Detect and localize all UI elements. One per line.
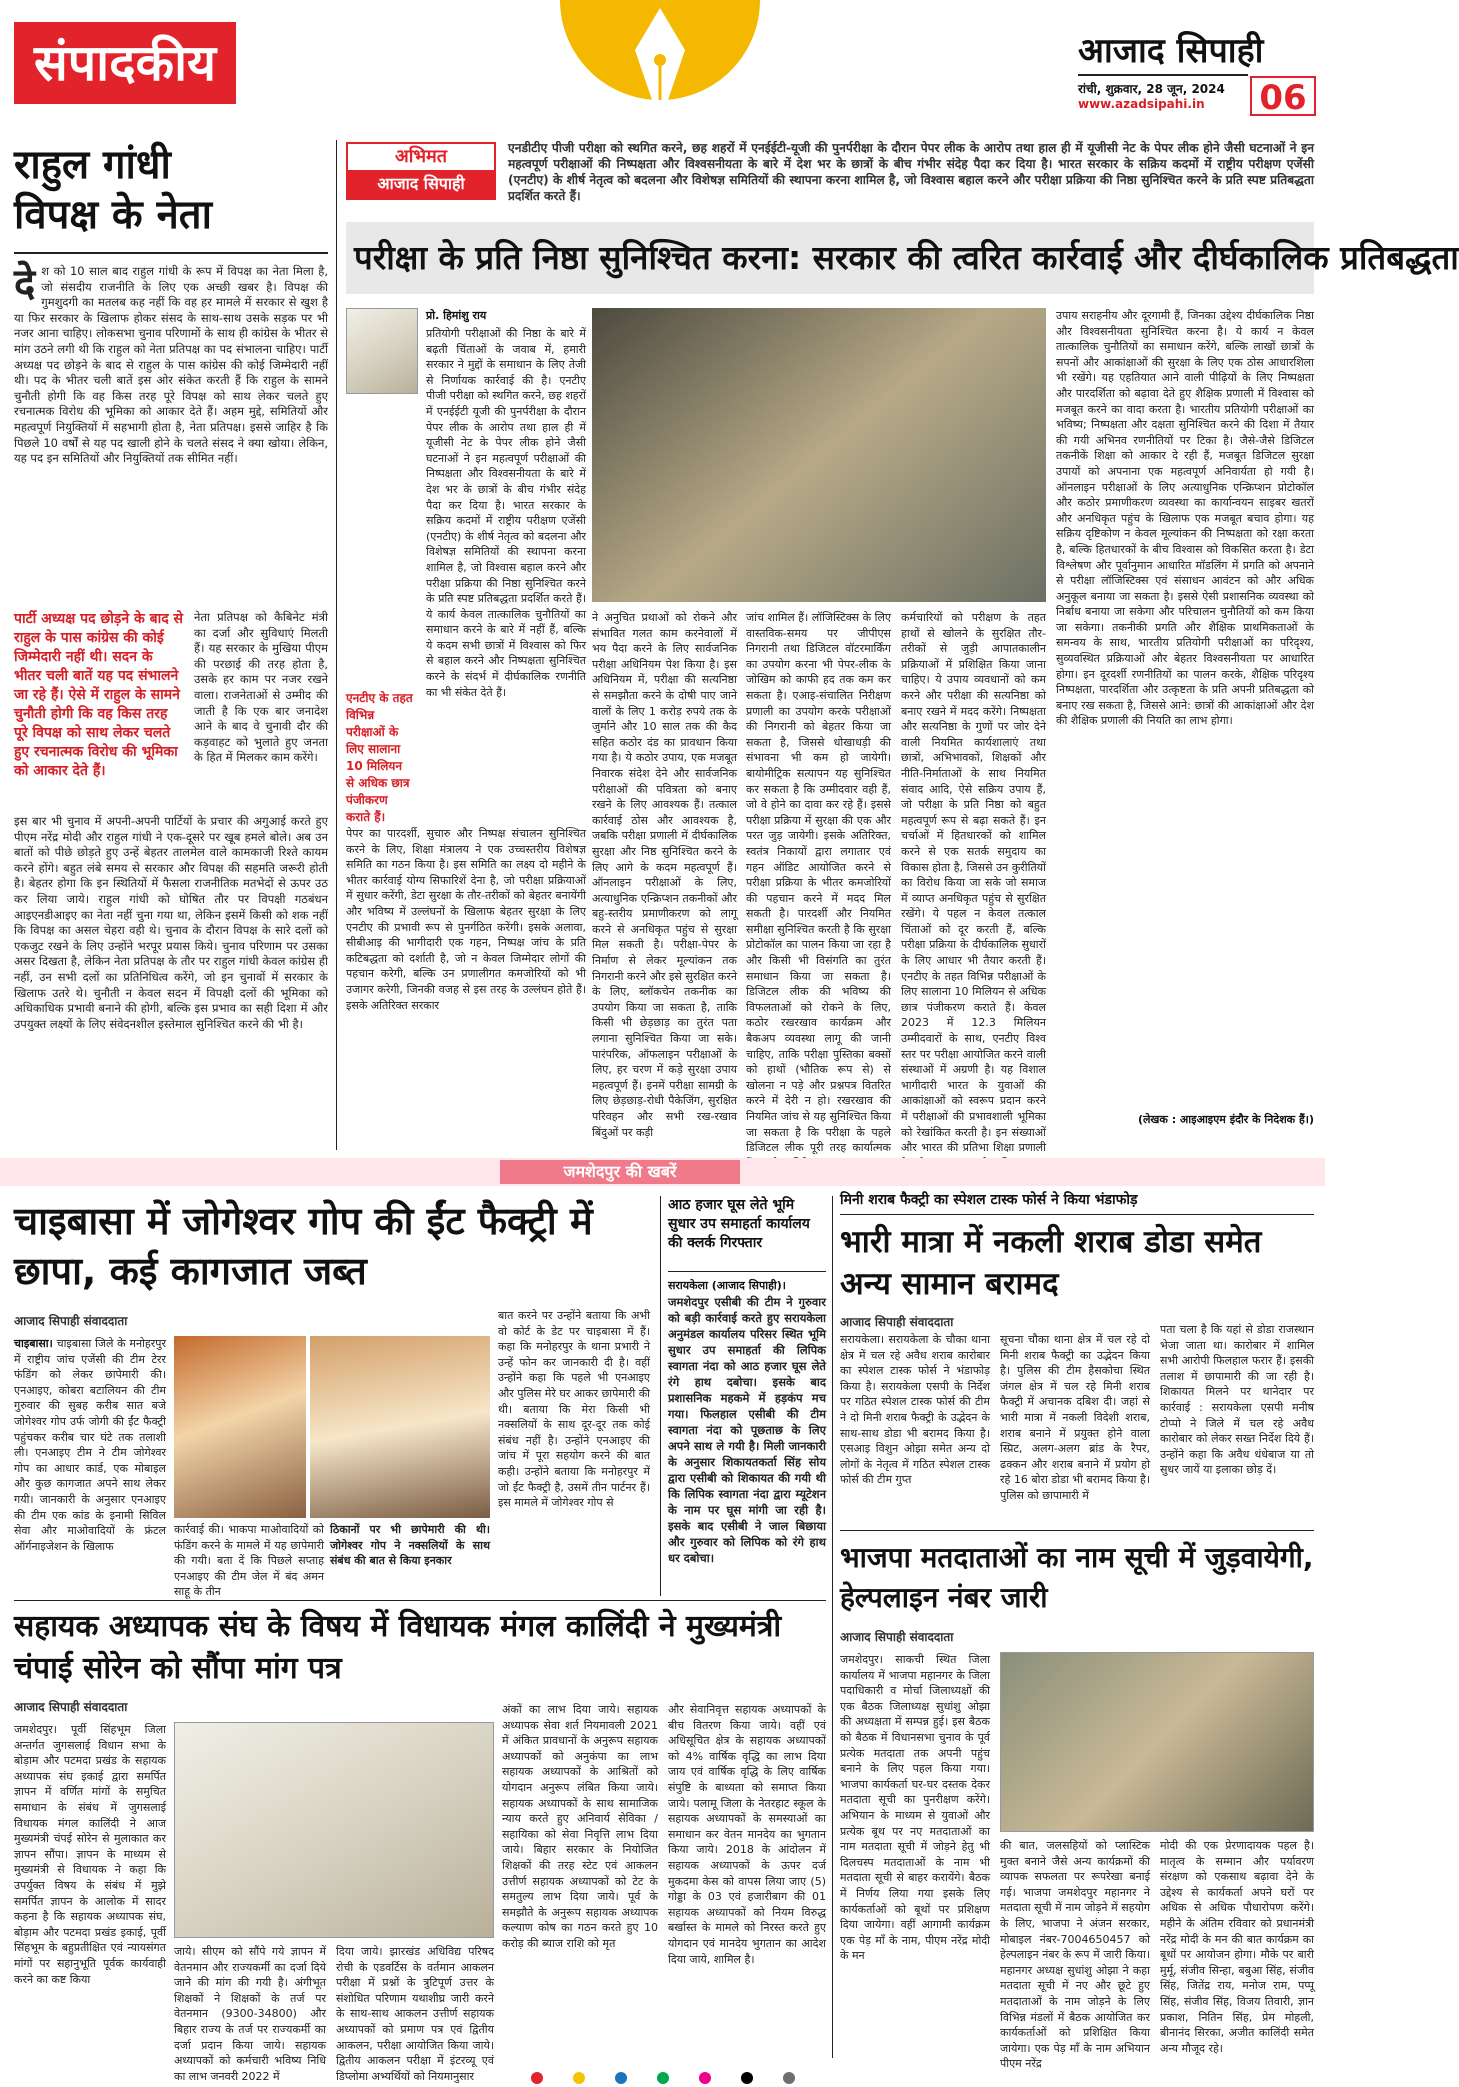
opinion-signoff: (लेखक : आइआइएम इंदौर के निदेशक हैं।) bbox=[1137, 1113, 1314, 1126]
author-photo bbox=[346, 308, 418, 394]
story3-kicker: मिनी शराब फैक्ट्री का स्पेशल टास्क फोर्स ने किया भंडाफोड़ bbox=[840, 1190, 1314, 1215]
story4-byline: आजाद सिपाही संवाददाता bbox=[840, 1630, 954, 1644]
color-registration-strip bbox=[0, 2068, 1325, 2087]
opinion-col5: उपाय सराहनीय और दूरगामी हैं, जिनका उद्देश्य दीर्घकालिक निष्ठा और विश्वसनीयता सुनिश्चित करना है। ये कार्य न केवल तात्कालिक चुनौतियों का समाधान करेंगे, बल्कि लाखों छात्रों के सपनों और आकांक्षाओं की सुरक्षा के लिए एक ठोस आधारशिला भी रखेंगे। यह एहतियात आने वाली पीढ़ियों के लिए निष्पक्षता और पारदर्शिता को बढ़ावा देते हुए शैक्षिक प्रणाली में विश्वास को मजबूत करने का वादा करता है। भारतीय प्रतियोगी परीक्षाओं का भविष्य; निष्पक्षता और दक्षता सुनिश्चित करने की दिशा में तैयार की गयी अभिनव रणनीतियों पर टिका है। जैसे-जैसे डिजिटल तकनीकें शिक्षा को आकार दे रही हैं, मजबूत डिजिटल सुरक्षा उपायों को अपनाना एक महत्वपूर्ण अनिवार्यता हो गयी है। ऑनलाइन परीक्षाओं के लिए अत्याधुनिक एन्क्रिप्शन प्रोटोकॉल और कठोर प्रमाणीकरण व्यवस्था का कार्यान्वयन साइबर खतरों और अनधिकृत पहुंच के खिलाफ एक मजबूत बचाव होगा। यह सक्रिय दृष्टिकोण न केवल मूल्यांकन की निष्पक्षता को रक्षा करता है, बल्कि हितधारकों के बीच विश्वास को विकसित करता है। डेटा विश्लेषण और पूर्वानुमान आधारित मॉडलिंग में प्रगति को अपनाने से परीक्षा लॉजिस्टिक्स एवं संसाधन आवंटन को और अधिक अनुकूल बनाया जा सकता है। इससे ऐसी प्रशासनिक व्यवस्था को निर्बाध बनाया जा सकेगा और परिचालन चुनौतियों को कम किया जा सकेगा। तकनीकी प्रगति और शैक्षिक प्राथमिकताओं के समन्वय के साथ, भारतीय प्रतियोगी परीक्षाओं का परिदृश्य, सुव्यवस्थित प्रक्रियाओं और बेहतर विश्वसनीयता पर आधारित होगा। इन दूरदर्शी रणनीतियों का पालन करके, शैक्षिक परिदृश्य निष्पक्षता, पारदर्शिता और उत्कृष्टता के प्रति अपनी प्रतिबद्धता को बनाए रख सकता है, जिससे आने: छात्रों की आकांक्षाओं और देश की शैक्षिक प्रणाली की नियति का लाभ होगा। bbox=[1056, 309, 1314, 728]
story1-caption: कार्रवाई की। भाकपा माओवादियों को फंडिंग करने के मामले में यह छापेमारी की गयी। बता दें कि पिछले सप्ताह एनआइए की टीम जेल में बंद अमन साहू के तीन bbox=[174, 1523, 324, 1599]
registration-dot bbox=[699, 2072, 711, 2084]
registration-dot bbox=[657, 2072, 669, 2084]
story2-body: जमशेदपुर एसीबी की टीम ने गुरुवार को बड़ी कार्रवाई करते हुए सरायकेला अनुमंडल कार्यालय परिसर स्थित भूमि सुधार उप समाहर्ता की लिपिक स्वागता नंदा को आठ हजार घूस लेते रंगे हाथ दबोचा। इसके बाद प्रशासनिक महकमे में हड़कंप मच गया। फिलहाल एसीबी की टीम स्वागता नंदा को पूछताछ के लिए अपने साथ ले गयी है। मिली जानकारी के अनुसार शिकायतकर्ता सिंह सोय द्वारा एसीबी को शिकायत की गयी थी कि लिपिक स्वागता नंदा द्वारा म्यूटेशन के नाम पर घूस मांगी जा रही है। इसके बाद एसीबी ने जाल बिछाया और गुरुवार को लिपिक को रंगे हाथ धर दबोचा। bbox=[668, 1294, 826, 1565]
story5-byline: आजाद सिपाही संवाददाता bbox=[14, 1700, 128, 1714]
exam-hall-photo bbox=[592, 308, 1046, 602]
editorial-pullquote: पार्टी अध्यक्ष पद छोड़ने के बाद से राहुल के पास कांग्रेस की कोई जिम्मेदारी नहीं थी। सदन के भीतर चली बातें यह पद संभालने जा रहे हैं। ऐसे में राहुल के सामने चुनौती होगी कि वह किस तरह पूरे विपक्ष को साथ लेकर चलते हुए रचनात्मक विरोध की भूमिका को आकार देते हैं। bbox=[14, 611, 183, 779]
opinion-section bbox=[346, 140, 1459, 1155]
section-title: संपादकीय bbox=[14, 22, 236, 104]
story-fake-liquor bbox=[840, 1190, 1314, 1526]
registration-dot bbox=[615, 2072, 627, 2084]
story-teachers-union bbox=[14, 1606, 826, 2083]
website-link[interactable]: www.azadsipahi.in bbox=[1078, 97, 1205, 111]
opinion-col3: जांच शामिल हैं। लॉजिस्टिक्स के लिए वास्तविक-समय पर जीपीएस निगरानी तथा डिजिटल वॉटरमार्किंग का उपयोग करना भी पेपर-लीक के जोखिम को काफी हद तक कम कर सकता है। एआइ-संचालित निरीक्षण प्रणाली का उपयोग करके परीक्षाओं की निगरानी को बेहतर किया जा सकता है, जिससे धोखाधड़ी की संभावना भी कम हो जायेगी। बायोमीट्रिक सत्यापन यह सुनिश्चित कर सकता है कि उम्मीदवार वही हैं, जो वे होने का दावा कर रहे हैं। इससे परीक्षा प्रक्रिया में सुरक्षा की एक और परत जुड़ जायेगी। इसके अतिरिक्त, स्वतंत्र निकायों द्वारा लगातार एवं गहन ऑडिट आयोजित करने से परीक्षा प्रक्रिया के भीतर कमजोरियों की पहचान करने में मदद मिल सकती है। पारदर्शी और नियमित समीक्षा सुनिश्चित करती है कि सुरक्षा प्रोटोकॉल का पालन किया जा रहा है और किसी भी विसंगति का तुरंत समाधान किया जा सकता है। डिजिटल लीक की भविष्य की विफलताओं को रोकने के लिए, कठोर रखरखाव कार्यक्रम और बैकअप व्यवस्था लागू की जानी चाहिए, ताकि परीक्षा पुस्तिका बक्सों को हाथों (भौतिक रूप से) से खोलना न पड़े और प्रश्नपत्र वितरित करने में देरी न हो। रखरखाव की नियमित जांच से यह सुनिश्चित किया जा सकता है कि परीक्षा के पहले डिजिटल लीक पूरी तरह कार्यात्मक bbox=[746, 611, 891, 1155]
jogeshwar-gop-photo bbox=[174, 1336, 306, 1518]
story4-divider bbox=[832, 1538, 833, 2058]
story1-caption2: ठिकानों पर भी छापेमारी की थी। जोगेश्वर गोप ने नक्सलियों के साथ संबंध की बात से किया इनकार bbox=[330, 1523, 490, 1568]
editorial-title-line2: विपक्ष के नेता bbox=[14, 192, 212, 238]
story5-col5: और सेवानिवृत्त सहायक अध्यापकों के बीच वितरण किया जाये। वहीं एवं अधिसूचित क्षेत्र के सहायक अध्यापकों को 4% वार्षिक वृद्धि का लाभ दिया जाय एवं वार्षिक वृद्धि के लिए वार्षिक संपुष्टि के बाध्यता को समाप्त किया जाये। पलामू जिला के नेतरहाट स्कूल के सहायक अध्यापकों के समस्याओं का समाधान कर वेतन मानदेय का भुगतान किया जाये। 2018 के आंदोलन में सहायक अध्यापकों के ऊपर दर्ज मुकदमा केस को वापस लिया जाए (5) गोड्डा के 03 एवं हजारीबाग की 01 सहायक अध्यापकों को नियम विरुद्ध बर्खास्त के मामले को निरस्त करते हुए योगदान एवं मानदेय भुगतान का आदेश दिया जाये, शामिल है। bbox=[668, 1703, 826, 1966]
opinion-headline: परीक्षा के प्रति निष्ठा सुनिश्चित करना: सरकार की त्वरित कार्रवाई और दीर्घकालिक प्रतिबद्धता bbox=[346, 222, 1314, 294]
story5-col3: दिया जाये। झारखंड अधिविद्य परिषद रोची के एडवर्टिस के वर्तमान आकलन परीक्षा में प्रश्नों के त्रुटिपूर्ण उत्तर के संशोधित परिणाम यथाशीघ्र जारी करने के साथ-साथ आकलन उत्तीर्ण सहायक अध्यापकों को प्रमाण पत्र एवं द्वितीय आकलन, परीक्षा आयोजित किया जाये। द्वितीय आकलन परीक्षा में इंटरव्यू एवं डिप्लोमा अभ्यर्थियों को नियमानुसार bbox=[336, 1945, 494, 2083]
story2-byline: सरायकेला (आजाद सिपाही)। bbox=[668, 1279, 786, 1292]
editorial-body-2: नेता प्रतिपक्ष को कैबिनेट मंत्री का दर्जा और सुविधाएं मिलती हैं। यह सरकार के मुखिया पीएम की परछाई की तरह होता है, उसके हर काम पर नजर रखने वाला। राजनेताओं से उम्मीद की जाती है कि एक बार जनादेश आने के बाद वे चुनावी दौर की कड़वाहट को भुलाते हुए जनता के हित में मिलकर काम करेंगे। bbox=[194, 610, 328, 765]
story1-divider bbox=[660, 1196, 661, 1596]
editorial-column bbox=[14, 140, 328, 1150]
story1-headline: चाइबासा में जोगेश्वर गोप की ईंट फैक्ट्री में छापा, कई कागजात जब्त bbox=[14, 1199, 593, 1293]
story5-col4: अंकों का लाभ दिया जाये। सहायक अध्यापक सेवा शर्त नियमावली 2021 में अंकित प्रावधानों के अनुरूप सहायक अध्यापकों को अनुकंपा का लाभ सहायक अध्यापकों के आश्रितों को योगदान अनुरूप लंबित किया जाये। सहायक अध्यापकों के साथ सामाजिक न्याय करते हुए अनिवार्य सेविका / सहायिका को सेवा निवृत्ति लाभ दिया जाये। बिहार सरकार के नियोजित शिक्षकों की तरह स्टेट एवं आकलन उत्तीर्ण सहायक अध्यापकों को टेट के समतुल्य लाभ दिया जाये। पूर्व के समझौते के अनुरूप सहायक अध्यापक कल्याण कोष का गठन करते हुए 10 करोड़ की ब्याज राशि को मृत bbox=[502, 1703, 658, 1950]
opinion-tag-top: अभिमत bbox=[394, 146, 448, 167]
bjp-meeting-photo bbox=[1000, 1652, 1314, 1832]
story2-headline: आठ हजार घूस लेते भूमि सुधार उप समाहर्ता कार्यालय की क्लर्क गिरफ्तार bbox=[668, 1196, 826, 1272]
paper-name: आजाद सिपाही bbox=[1078, 31, 1264, 71]
brick-factory-photo bbox=[310, 1336, 490, 1518]
story5-headline: सहायक अध्यापक संघ के विषय में विधायक मंगल कालिंदी ने मुख्यमंत्री चंपाई सोरेन को सौंपा मांग पत्र bbox=[14, 1609, 782, 1686]
story-bjp-voters bbox=[840, 1538, 1314, 2071]
opinion-col2: ने अनुचित प्रथाओं को रोकने और संभावित गलत काम करनेवालों में भय पैदा करने के लिए सार्वजनिक परीक्षा अधिनियम पेश किया है। इस अधिनियम में, परीक्षा की सत्यनिष्ठा से समझौता करने के दोषी पाए जाने वालों के लिए 1 करोड़ रुपये तक के जुर्माने और 10 साल तक की कैद सहित कठोर दंड का प्रावधान किया गया है। ये कठोर उपाय, एक मजबूत निवारक संदेश देने और सार्वजनिक परीक्षाओं की पवित्रता को बनाए रखने के लिए आवश्यक हैं। तत्काल कार्रवाई ठोस और आवश्यक है, जबकि परीक्षा प्रणाली में दीर्घकालिक सुरक्षा और निष्ठ सुनिश्चित करने के लिए आगे के कदम महत्वपूर्ण हैं। ऑनलाइन परीक्षाओं के लिए, अत्याधुनिक एन्क्रिप्शन तकनीकों और बहु-स्तरीय प्रमाणीकरण को लागू करने से अनधिकृत पहुंच से सुरक्षा मिल सकती है। परीक्षा-पेपर के निर्माण से लेकर मूल्यांकन तक निगरानी करने और इसे सुरक्षित करने के लिए, ब्लॉकचेन तकनीक का उपयोग किया जा सकता है, ताकि किसी भी छेड़छाड़ का तुरंत पता लगाना सुनिश्चित किया जा सके। पारंपरिक, ऑफलाइन परीक्षाओं के लिए, हर चरण में कड़े सुरक्षा उपाय महत्वपूर्ण हैं। इनमें परीक्षा सामग्री के लिए छेड़छाड़-रोधी पैकेजिंग, सुरक्षित परिवहन और सभी रख-रखाव बिंदुओं पर कड़ी bbox=[592, 611, 737, 1139]
masthead-divider bbox=[1078, 74, 1248, 76]
editorial-title-line1: राहुल गांधी bbox=[14, 142, 171, 188]
cm-meeting-photo bbox=[174, 1722, 494, 1938]
story1-byline: आजाद सिपाही संवाददाता bbox=[14, 1314, 128, 1328]
page-number: 06 bbox=[1250, 76, 1316, 116]
registration-dot bbox=[531, 2072, 543, 2084]
registration-dot bbox=[783, 2072, 795, 2084]
local-news-band bbox=[0, 1158, 1325, 1186]
section-banner bbox=[0, 0, 1325, 128]
opinion-pullquote: एनटीए के तहत विभिन्न परीक्षाओं के लिए सालाना 10 मिलियन से अधिक छात्र पंजीकरण कराते हैं। bbox=[346, 691, 413, 824]
story3-byline: आजाद सिपाही संवाददाता bbox=[840, 1315, 954, 1329]
opinion-col1b: पेपर का पारदर्शी, सुचारु और निष्पक्ष संचालन सुनिश्चित करने के लिए, शिक्षा मंत्रालय ने एक उच्चस्तरीय विशेषज्ञ समिति का गठन किया है। इस समिति का लक्ष्य दो महीने के भीतर कार्रवाई योग्य सिफारिशें देना है, जो परीक्षा प्रक्रियाओं में सुधार करेंगी, डेटा सुरक्षा के तौर-तरीकों को बेहतर बनायेंगी और भविष्य में उल्लंघनों के खिलाफ बेहतर सुरक्षा के लिए एनटीए की प्रभावी रूप से पुनर्गठित करेंगी। इसके अलावा, सीबीआइ की भागीदारी एक गहन, निष्पक्ष जांच के प्रति कटिबद्धता को दर्शाती है, जो न केवल जिम्मेदार लोगों की पहचान करेगी, बल्कि उन प्रणालीगत कमजोरियों को भी उजागर करेगी, जिनकी वजह से इस तरह के उल्लंघन होते हैं। इसके अतिरिक्त सरकार bbox=[346, 827, 586, 1012]
local-news-label: जमशेदपुर की खबरें bbox=[500, 1160, 740, 1184]
story4-col2: की बात, जलसहियों को प्लास्टिक मुक्त बनाने जैसे अन्य कार्यक्रमों की व्यापक सफलता पर रूपरेखा बनाई गई। भाजपा जमशेदपुर महानगर ने मतदाता सूची में नाम जोड़ने में सहयोग के लिए, भाजपा ने अंजन सरकार, मोबाइल नंबर-7004650457 को हेल्पलाइन नंबर के रूप में जारी किया। महानगर अध्यक्ष सुधांशु ओझा ने कहा मतदाता सूची में नए और छूटे हुए मतदाताओं के नाम जोड़ने के लिए विभिन्न मंडलों में बैठक आयोजित कर कार्यकर्ताओं को प्रशिक्षित किया जायेगा। एक पेड़ माँ के नाम अभियान पीएम नरेंद्र bbox=[1000, 1839, 1150, 2071]
registration-dot bbox=[573, 2072, 585, 2084]
editorial-body-1: दे श को 10 साल बाद राहुल गांधी के रूप में विपक्ष का नेता मिला है, जो संसदीय राजनीति के लिए एक अच्छी खबर है। विपक्ष की गुमशुदगी का मतलब कह नहीं कि वह हर मामले में सरकार से खुश है या फिर सरकार के खिलाफ होकर संसद के साथ-साथ उसके सड़क पर भी नजर आना चाहिए। लोकसभा चुनाव परिणामों के साथ ही कांग्रेस के भीतर से मांग उठने लगी थी कि राहुल को नेता प्रतिपक्ष का पद संभालना चाहिए। पार्टी अध्यक्ष पद छोड़ने के बाद से राहुल के पास कांग्रेस की कोई जिम्मेदारी नहीं थी। पद के भीतर चली बातें इस ओर संकेत करती हैं कि राहुल के सामने चुनौती होगी कि वह किस तरह पूरे विपक्ष को साथ लेकर चलते हुए रचनात्मक विरोध की भूमिका को आकार देते हैं। अहम मुद्दे, समितियों और महत्वपूर्ण नियुक्तियों में सहभागी होता है, नेता प्रतिपक्ष। इससे जाहिर है कि पिछले 10 वर्षों से यह पद खाली होने के चलते संसद ने क्या खोया। लेकिन, यह पद इन समितियों और नियुक्तियों तक सीमित नहीं। bbox=[14, 261, 328, 466]
story1-col1: चाइबासा। चाइबासा जिले के मनोहरपुर में राष्ट्रीय जांच एजेंसी की टीम टेरर फंडिंग को लेकर छापेमारी की। एनआइए, कोबरा बटालियन की टीम गुरुवार की सुबह करीब सात बजे जोगेश्वर गोप उर्फ जोगी की ईंट फैक्ट्री पहुंचकर करीब चार घंटे तक तलाशी ली। एनआइए टीम ने टीम जोगेश्वर गोप का आधार कार्ड, एक मोबाइल और कुछ कागजात अपने साथ लेकर गयी। जानकारी के अनुसार एनआइए की टीम एक कांड के इनामी सिविल सेवा और माओवादियों के फ्रंटल ऑर्गनाइजेशन के खिलाफ bbox=[14, 1337, 166, 1553]
story3-col2: सूचना चौका थाना क्षेत्र में चल रहे दो मिनी शराब फैक्ट्री का उद्भेदन किया है। पुलिस की टीम हैसकोचा स्थित जंगल क्षेत्र में चल रहे मिनी शराब फैक्ट्री में अचानक दबिश दी। जहां से भारी मात्रा में नकली विदेशी शराब, शराब बनाने में प्रयुक्त होने वाला स्प्रिट, अलग-अलग ब्रांड के रैपर, ढक्कन और शराब बनाने में प्रयोग हो रहे 16 बोरा डोडा भी बरामद किया है। पुलिस को छापामारी में bbox=[1000, 1333, 1150, 1502]
editorial-body-3: इस बार भी चुनाव में अपनी-अपनी पार्टियों के प्रचार की अगुआई करते हुए पीएम नरेंद्र मोदी और राहुल गांधी ने एक-दूसरे पर खूब हमले बोले। अब उन बातों को पीछे छोड़ते हुए उन्हें बेहतर तालमेल वाले कामकाजी रिश्ते कायम करने होंगे। बहुत लंबे समय से सरकार और विपक्ष की सहमति जरूरी होती है। बेहतर होगा कि इन स्थितियों में फैसला राजनीतिक मतभेदों से ऊपर उठ कर लिया जाये। राहुल गांधी को घोषित तौर पर विपक्षी गठबंधन आइएनडीआइए का नेता नहीं चुना गया था, लेकिन इसमें किसी को शक नहीं कि विपक्ष का असल चेहरा वही थे। चुनाव के दौरान विपक्ष के सारे दलों को एकजुट रखने के लिए उन्होंने भरपूर प्रयास किये। चुनाव परिणाम पर उसका असर दिखता है, लेकिन नेता प्रतिपक्ष के तौर पर राहुल गांधी केवल कांग्रेस ही नहीं, उन सभी दलों का प्रतिनिधित्व करेंगे, जो इन चुनावों में सरकार के खिलाफ उतरे थे। चुनौती न केवल सदन में विपक्षी दलों की भूमिका को अधिकाधिक प्रभावी बनाने की होगी, बल्कि इस प्रभाव का सही दिशा में और उपयुक्त लक्ष्यों के लिए संवेदनशील इस्तेमाल सुनिश्चित करने की भी है। bbox=[14, 814, 328, 1031]
story5-rule bbox=[14, 1600, 826, 1601]
drop-cap: दे bbox=[14, 261, 36, 307]
opinion-col4: कर्मचारियों को परीक्षण के तहत हाथों से खोलने के सुरक्षित तौर-तरीकों से जुड़ी आपातकालीन प्रक्रियाओं में प्रशिक्षित किया जाना चाहिए। ये उपाय व्यवधानों को कम करने और परीक्षा की सत्यनिष्ठा को बनाए रखने में मदद करेंगे। निष्पक्षता और सत्यनिष्ठा के गुणों पर जोर देने वाली नियमित कार्यशालाएं तथा छात्रों, अभिभावकों, शिक्षकों और नीति-निर्माताओं के साथ नियमित संवाद आदि, ऐसे सक्रिय उपाय हैं, जो परीक्षा के प्रति निष्ठा को बहुत महत्वपूर्ण रूप से बढ़ा सकते हैं। इन चर्चाओं में हितधारकों को शामिल करने से एक सतर्क समुदाय का विकास होता है, जिससे उन कुरीतियों का विरोध किया जा सके जो समाज में व्याप्त अनधिकृत पहुंच से सुरक्षित रखेंगे। ये पहल न केवल तत्काल चिंताओं को दूर करती हैं, बल्कि परीक्षा प्रक्रिया के दीर्घकालिक सुधारों के लिए आधार भी तैयार करती हैं। एनटीए के तहत विभिन्न परीक्षाओं के लिए सालाना 10 मिलियन से अधिक छात्र पंजीकरण कराते हैं। केवल 2023 में 12.3 मिलियन उम्मीदवारों के साथ, एनटीए विश्व स्तर पर परीक्षा आयोजित करने वाली संस्थाओं में अग्रणी है। यह विशाल भागीदारी भारत के युवाओं की आकांक्षाओं को स्वरूप प्रदान करने में परीक्षाओं की प्रभावशाली भूमिका को रेखांकित करती है। इन संख्याओं और भारत की प्रतिभा शिक्षा प्रणाली bbox=[901, 611, 1046, 1155]
story3-col1: सरायकेला। सरायकेला के चौका थाना क्षेत्र में चल रहे अवैध शराब कारोबार का स्पेशल टास्क फोर्स ने भंडाफोड़ किया है। सरायकेला एसपी के निर्देश पर गठित स्पेशल टास्क फोर्स की टीम ने दो मिनी शराब फैक्ट्री के उद्भेदन के साथ-साथ डोडा भी बरामद किया है। एसआइ विशुन ओझा समेत अन्य दो लोगों के नेतृत्व में गठित स्पेशल टास्क फोर्स की टीम गुप्त bbox=[840, 1333, 990, 1487]
registration-dot bbox=[741, 2072, 753, 2084]
story5-col1: जमशेदपुर। पूर्वी सिंहभूम जिला अन्तर्गत जुगसलाई विधान सभा के बोड़ाम और पटमदा प्रखंड के सहायक अध्यापक संघ इकाई द्वारा समर्पित ज्ञापन में वर्णित मांगों के समुचित समाधान के संबंध में जुगसलाई विधायक मंगल कालिंदी ने आज मुख्यमंत्री चंपई सोरेन से मुलाकात कर ज्ञापन सौंपा। ज्ञापन के माध्यम से मुख्यमंत्री से विधायक ने कहा कि उपर्युक्त विषय के संबंध में मुझे समर्पित ज्ञापन के आलोक में सादर कहना है कि सहायक अध्यापक संघ, बोड़ाम और पटमदा प्रखंड इकाई, पूर्वी सिंहभूम के बहुप्रतीक्षित एवं न्यायसंगत मांगों पर सहानुभूति पूर्वक कार्यवाही करने का कष्ट किया bbox=[14, 1723, 166, 1986]
story-acb-arrest bbox=[668, 1196, 826, 1598]
opinion-tag bbox=[346, 142, 496, 200]
opinion-col1: प्रतियोगी परीक्षाओं की निष्ठा के बारे में बढ़ती चिंताओं के जवाब में, हमारी सरकार ने मुद्दों के समाधान के लिए तेजी से निर्णायक कार्रवाई की है। एनटीए पीजी परीक्षा को स्थगित करने, छह शहरों में एनईईटी यूजी की पुनर्परीक्षा के दौरान पेपर लीक के आरोप तथा हाल ही में यूजीसी नेट के पेपर लीक होने जैसी घटनाओं ने इन महत्वपूर्ण परीक्षाओं की निष्पक्षता और विश्वसनीयता के बारे में देश भर के छात्रों के बीच गंभीर संदेह पैदा कर दिया है। भारत सरकार के सक्रिय कदमों में राष्ट्रीय परीक्षण एजेंसी (एनटीए) के शीर्ष नेतृत्व को बदलना और विशेषज्ञ समितियों की स्थापना करना शामिल है, जो विश्वास बहाल करने और परीक्षा प्रक्रिया की निष्ठा सुनिश्चित करने के प्रति स्पष्ट प्रतिबद्धता प्रदर्शित करते हैं। ये कार्य केवल तात्कालिक चुनौतियों का समाधान करने के बारे में नहीं हैं, बल्कि ये कदम सभी छात्रों में विश्वास को फिर से बहाल करने और निष्पक्षता सुनिश्चित करने के संदर्भ में दीर्घकालिक रणनीति का भी संकेत देते हैं। bbox=[426, 327, 586, 699]
story1-col3: बात करने पर उन्होंने बताया कि अभी वो कोर्ट के डेट पर चाइबासा में हैं। कहा कि मनोहरपुर के थाना प्रभारी ने उन्हें फोन कर जानकारी दी है। वहीं उन्होंने कहा कि पहले भी एनआइए और पुलिस मेरे घर आकर छापेमारी की थी। बताया कि मेरा किसी भी नक्सलियों के साथ दूर-दूर तक कोई संबंध नहीं है। उन्होंने एनआइए की जांच में पूरा सहयोग करने की बात कही। उन्होंने बताया कि मनोहरपुर में जो ईंट फैक्ट्री है, उसमें तीन पार्टनर हैं। इस मामले में जोगेश्वर गोप से bbox=[498, 1309, 650, 1510]
opinion-intro: एनडीटीए पीजी परीक्षा को स्थगित करने, छह शहरों में एनईईटी-यूजी की पुनर्परीक्षा के दौरान पेपर लीक के आरोप तथा हाल ही में यूजीसी नेट के पेपर लीक होने जैसी घटनाओं ने इन महत्वपूर्ण परीक्षाओं की निष्पक्षता और विश्वसनीयता के बारे में देश भर के छात्रों के बीच गंभीर संदेह पैदा कर दिया है। भारत सरकार के सक्रिय कदमों में राष्ट्रीय परीक्षण एजेंसी (एनटीए) के शीर्ष नेतृत्व को बदलना और विशेषज्ञ समितियों की स्थापना करना शामिल है, जो विश्वास बहाल करने और परीक्षा प्रक्रिया की निष्ठा सुनिश्चित करने के प्रति स्पष्ट प्रतिबद्धता प्रदर्शित करते हैं। bbox=[508, 141, 1314, 203]
editorial-divider bbox=[336, 140, 337, 1150]
opinion-tag-bottom: आजाद सिपाही bbox=[348, 170, 494, 198]
dateline: रांची, शुक्रवार, 28 जून, 2024 bbox=[1078, 82, 1225, 96]
story4-col1: जमशेदपुर। साकची स्थित जिला कार्यालय में भाजपा महानगर के जिला पदाधिकारी व मोर्चा जिलाध्यक्षों की एक बैठक जिलाध्यक्ष सुधांशु ओझा की अध्यक्षता में सम्पन्न हुई। इस बैठक को बैठक में विधानसभा चुनाव के पूर्व प्रत्येक मतदाता तक अपनी पहुंच बनाने के लिए पहल किया गया। भाजपा कार्यकर्ता घर-घर दस्तक देकर मतदाता सूची का पुनरीक्षण करेंगे। अभियान के माध्यम से युवाओं और प्रत्येक बूथ पर नए मतदाताओं का नाम मतदाता सूची में जोड़ने हेतु भी दिलचस्प मतदाताओं के नाम भी मतदाता सूची से बाहर करायेंगे। बैठक में निर्णय लिया गया इसके लिए कार्यकर्ताओं को बूथों पर प्रशिक्षण दिया जायेगा। वहीं आगामी कार्यक्रम एक पेड़ माँ के नाम, पीएम नरेंद्र मोदी के मन bbox=[840, 1653, 990, 1963]
story5-col2: जाये। सीएम को सौंपे गये ज्ञापन में वेतनमान और राज्यकर्मी का दर्जा दिये जाने की मांग की गयी है। अंगीभूत शिक्षकों ने शिक्षकों के तर्ज पर वेतनमान (9300-34800) और बिहार राज्य के तर्ज पर राज्यकर्मी का दर्जा प्रदान किया जाये। सहायक अध्यापकों को कर्मचारी भविष्य निधि का लाभ जनवरी 2022 में bbox=[174, 1945, 326, 2083]
story4-col3: मोदी की एक प्रेरणादायक पहल है। मातृत्व के सम्मान और पर्यावरण संरक्षण को एकसाथ बढ़ावा देने के उद्देश्य से कार्यकर्ता अपने घरों पर अधिक से अधिक पौधारोपण करेंगे। महीने के अंतिम रविवार को प्रधानमंत्री नरेंद्र मोदी के मन की बात कार्यक्रम का बूथों पर आयोजन होगा। मौके पर बारी मुर्मू, संजीव सिन्हा, बबुआ सिंह, संजीव सिंह, जितेंद्र राय, मनोज राम, पप्पू सिंह, संजीव सिंह, विजय तिवारी, ज्ञान प्रकाश, नितिन सिंह, प्रेम मोहली, बीनानंद सिरका, अजीत कालिंदी समेत अन्य मौजूद रहे। bbox=[1160, 1839, 1314, 2055]
story3-headline: भारी मात्रा में नकली शराब डोडा समेत अन्य सामान बरामद bbox=[840, 1224, 1262, 1302]
story-chaibasa bbox=[14, 1196, 650, 1598]
story2-divider bbox=[832, 1196, 833, 1596]
story3-col3: पता चला है कि यहां से डोडा राजस्थान भेजा जाता था। कारोबार में शामिल सभी आरोपी फिलहाल फरार हैं। इसकी तलाश में छापामारी की जा रही है। शिकायत मिलने पर थानेदार पर कार्रवाई : सरायकेला एसपी मनीष टोप्पो ने जिले में चल रहे अवैध कारोबार को लेकर सख्त निर्देश दिये हैं। उन्होंने कहा कि अवैध धंधेबाज या तो सुधर जायें या इलाका छोड़ दें। bbox=[1160, 1323, 1314, 1477]
story4-headline: भाजपा मतदाताओं का नाम सूची में जुड़वायेगी, हेल्पलाइन नंबर जारी bbox=[840, 1541, 1314, 1614]
pen-nib-icon bbox=[540, 0, 780, 120]
story3-rule bbox=[840, 1530, 1314, 1531]
opinion-author: प्रो. हिमांशु राय bbox=[426, 309, 487, 322]
editorial-title-rule bbox=[14, 252, 328, 254]
